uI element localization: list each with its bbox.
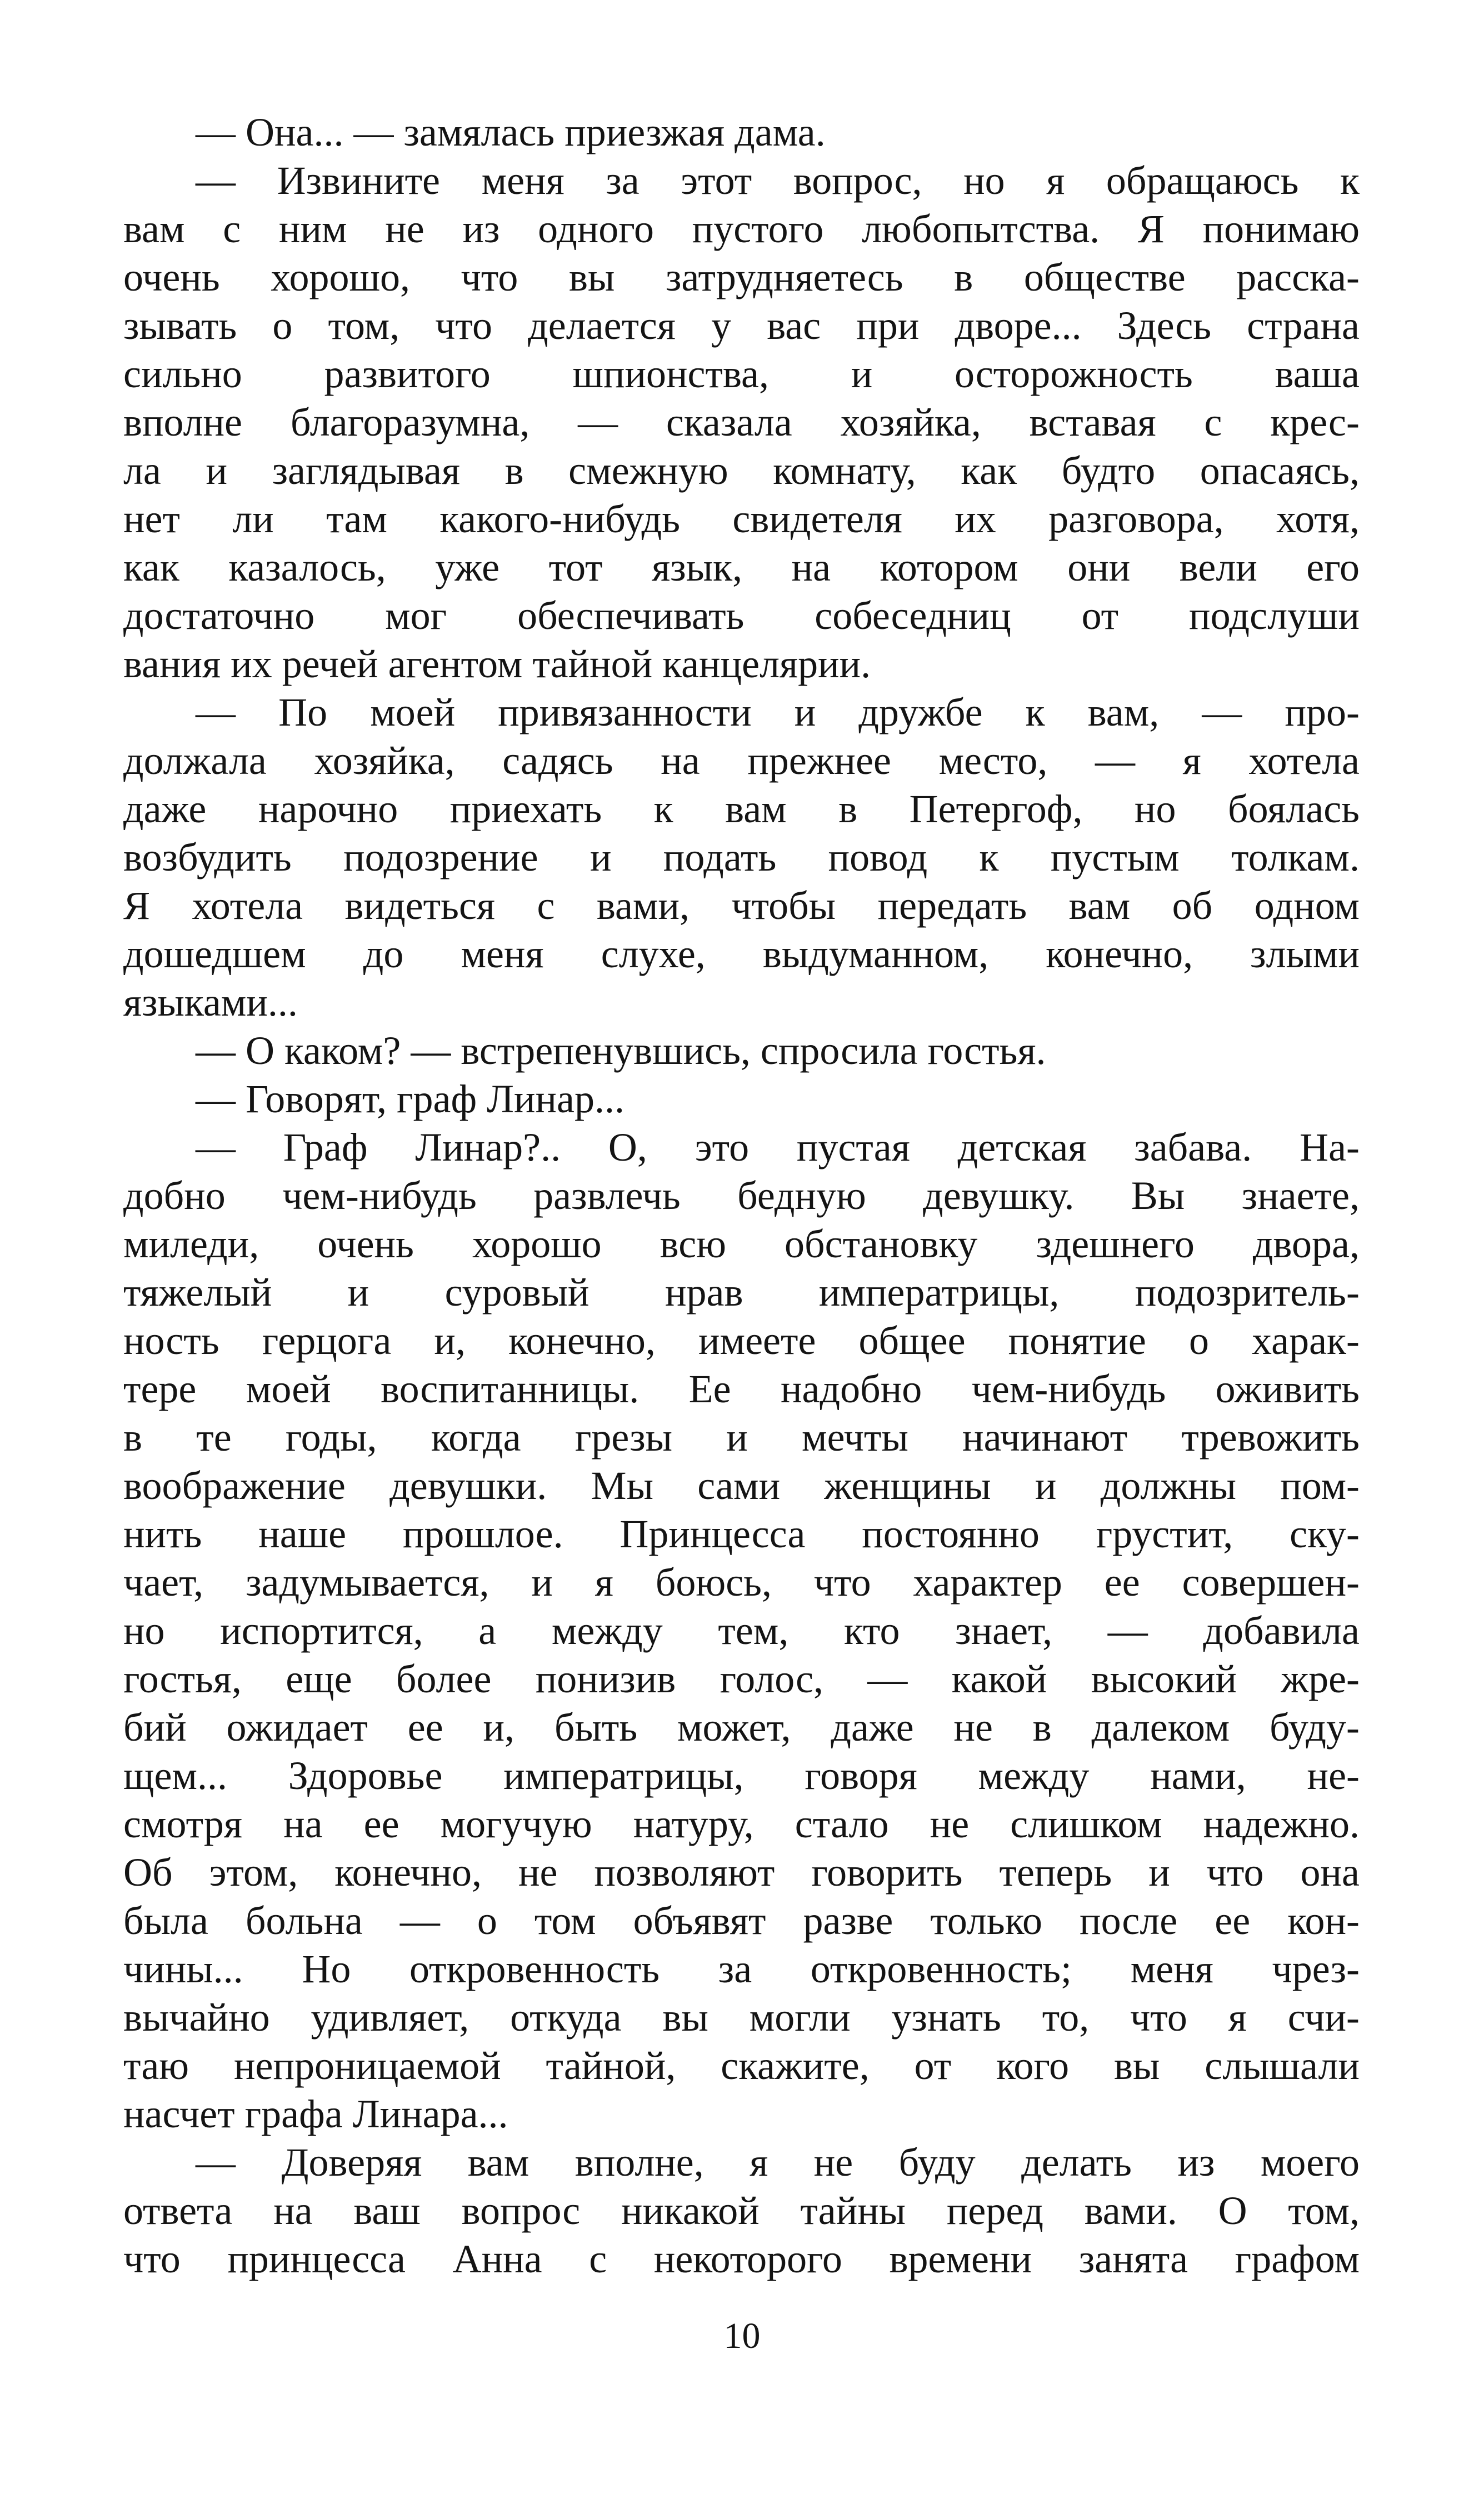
text-line: вычайно удивляет, откуда вы могли узнать то, что я счи-: [123, 1995, 1360, 2040]
text-line: — Извините меня за этот вопрос, но я обращаюсь к: [196, 158, 1360, 203]
text-line: таю непроницаемой тайной, скажите, от кого вы слышали: [123, 2043, 1360, 2088]
text-line: миледи, очень хорошо всю обстановку здешнего двора,: [123, 1222, 1360, 1266]
text-line: Я хотела видеться с вами, чтобы передать вам об одном: [123, 883, 1360, 928]
text-line: достаточно мог обеспечивать собеседниц от подслуши: [123, 593, 1360, 638]
text-line: смотря на ее могучую натуру, стало не слишком надежно.: [123, 1802, 1360, 1846]
text-line: насчет графа Линара...: [123, 2092, 508, 2136]
text-line: тяжелый и суровый нрав императрицы, подозритель-: [123, 1270, 1360, 1315]
text-line: сильно развитого шпионства, и осторожность ваша: [123, 352, 1360, 396]
text-line: — Она... — замялась приезжая дама.: [196, 110, 826, 154]
text-line: чает, задумывается, и я боюсь, что характер ее совершен-: [123, 1560, 1360, 1605]
text-line: как казалось, уже тот язык, на котором они вели его: [123, 545, 1360, 589]
text-line: ответа на ваш вопрос никакой тайны перед вами. О том,: [123, 2188, 1360, 2233]
text-line: тере моей воспитанницы. Ее надобно чем-нибудь оживить: [123, 1367, 1360, 1411]
text-line: Об этом, конечно, не позволяют говорить теперь и что она: [123, 1850, 1360, 1895]
text-line: гостья, еще более понизив голос, — какой высокий жре-: [123, 1657, 1360, 1701]
text-line: должала хозяйка, садясь на прежнее место, — я хотела: [123, 738, 1360, 783]
text-line: щем... Здоровье императрицы, говоря между нами, не-: [123, 1753, 1360, 1798]
text-line: дошедшем до меня слухе, выдуманном, конечно, злыми: [123, 932, 1360, 976]
text-line: в те годы, когда грезы и мечты начинают тревожить: [123, 1415, 1360, 1460]
text-line: была больна — о том объявят разве только после ее кон-: [123, 1898, 1360, 1943]
text-line: что принцесса Анна с некоторого времени занята графом: [123, 2237, 1360, 2281]
text-line: даже нарочно приехать к вам в Петергоф, но боялась: [123, 787, 1360, 831]
text-line: — Граф Линар?.. О, это пустая детская забава. На-: [196, 1125, 1360, 1169]
text-line: возбудить подозрение и подать повод к пустым толкам.: [123, 835, 1360, 879]
text-line: ность герцога и, конечно, имеете общее понятие о харак-: [123, 1318, 1360, 1363]
text-line: языками...: [123, 980, 298, 1024]
text-line: вполне благоразумна, — сказала хозяйка, вставая с крес-: [123, 400, 1360, 444]
text-line: добно чем-нибудь развлечь бедную девушку. Вы знаете,: [123, 1173, 1360, 1218]
page-number: 10: [723, 2316, 761, 2356]
text-line: но испортится, а между тем, кто знает, — добавила: [123, 1608, 1360, 1653]
text-line: бий ожидает ее и, быть может, даже не в далеком буду-: [123, 1705, 1360, 1750]
text-line: — Доверяя вам вполне, я не буду делать из моего: [196, 2140, 1360, 2185]
text-line: воображение девушки. Мы сами женщины и должны пом-: [123, 1463, 1360, 1508]
text-line: вам с ним не из одного пустого любопытства. Я понимаю: [123, 207, 1360, 251]
text-line: зывать о том, что делается у вас при дворе... Здесь страна: [123, 303, 1360, 348]
body-text: [123, 108, 1360, 2283]
text-line: ла и заглядывая в смежную комнату, как будто опасаясь,: [123, 448, 1360, 493]
text-line: — Говорят, граф Линар...: [196, 1077, 624, 1121]
text-line: нить наше прошлое. Принцесса постоянно грустит, ску-: [123, 1512, 1360, 1556]
text-line: вания их речей агентом тайной канцелярии.: [123, 642, 871, 686]
text-line: нет ли там какого-нибудь свидетеля их разговора, хотя,: [123, 497, 1360, 541]
text-line: чины... Но откровенность за откровенность; меня чрез-: [123, 1947, 1360, 1991]
text-line: очень хорошо, что вы затрудняетесь в обществе расска-: [123, 255, 1360, 299]
text-line: — По моей привязанности и дружбе к вам, — про-: [196, 690, 1360, 734]
text-line: — О каком? — встрепенувшись, спросила гостья.: [196, 1028, 1046, 1073]
